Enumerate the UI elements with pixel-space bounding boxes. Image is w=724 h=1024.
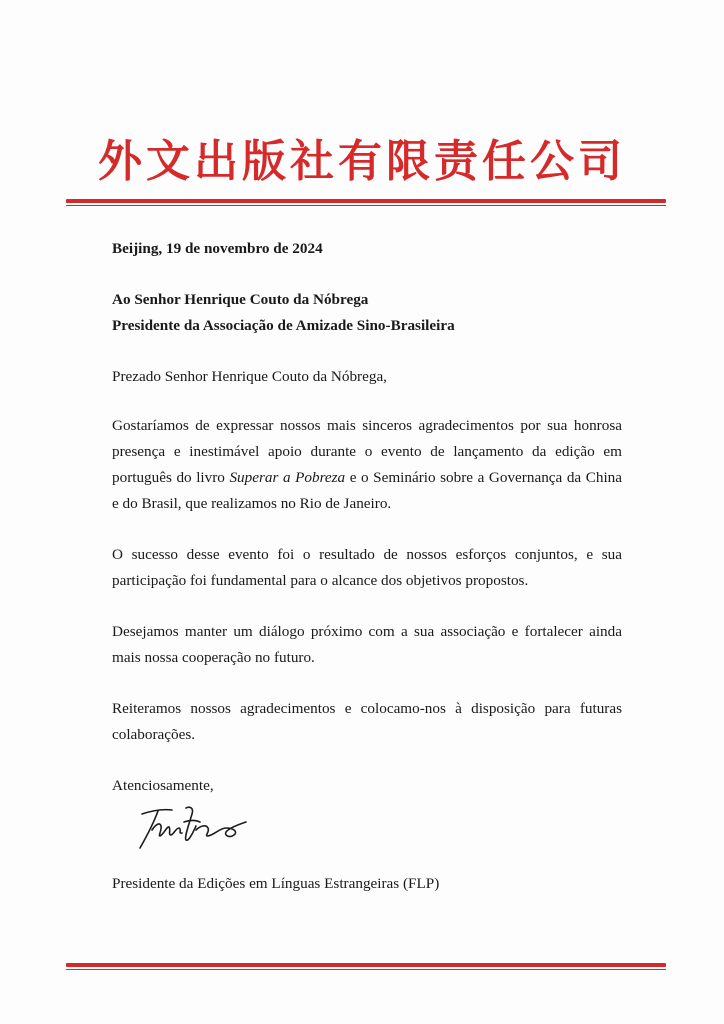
paragraph-thanks bbox=[112, 413, 622, 517]
paragraph-thanks-text-end: e o Seminário sobre a Governança da China e do Brasil, que realizamos no Rio de Janeiro. bbox=[112, 469, 622, 512]
paragraph-success: O sucesso desse evento foi o resultado de nossos esforços conjuntos, e sua participação foi fundamental para o alcance dos objetivos propostos. bbox=[112, 546, 622, 589]
salutation: Prezado Senhor Henrique Couto da Nóbrega, bbox=[112, 368, 387, 385]
paragraph-cooperation: Desejamos manter um diálogo próximo com a sua associação e fortalecer ainda mais nossa cooperação no futuro. bbox=[112, 623, 622, 666]
handwritten-signature bbox=[134, 800, 254, 854]
footer-rule-thin-line bbox=[66, 969, 666, 970]
footer-rule bbox=[66, 963, 666, 970]
recipient-title: Presidente da Associação de Amizade Sino-Brasileira bbox=[112, 317, 455, 334]
recipient-name: Ao Senhor Henrique Couto da Nóbrega bbox=[112, 291, 369, 308]
footer-rule-thick-line bbox=[66, 963, 666, 967]
top-rule-thin-line bbox=[66, 205, 666, 206]
paragraph-closing-thanks: Reiteramos nossos agradecimentos e colocamo-nos à disposição para futuras colaborações. bbox=[112, 700, 622, 743]
paragraph-thanks-text-start: Gostaríamos de expressar nossos mais sinceros agradecimentos por sua honrosa presença e inestimável apoio durante o evento de lançamento da edição em português do livro bbox=[112, 417, 622, 486]
letterhead-company-name: 外文出版社有限责任公司 bbox=[98, 136, 626, 187]
book-title: Superar a Pobreza bbox=[229, 469, 346, 486]
top-rule-thick-line bbox=[66, 199, 666, 203]
letterhead-top-rule bbox=[66, 199, 666, 206]
closing: Atenciosamente, bbox=[112, 777, 214, 794]
place-date: Beijing, 19 de novembro de 2024 bbox=[112, 240, 323, 257]
signer-title: Presidente da Edições em Línguas Estrangeiras (FLP) bbox=[112, 875, 440, 892]
